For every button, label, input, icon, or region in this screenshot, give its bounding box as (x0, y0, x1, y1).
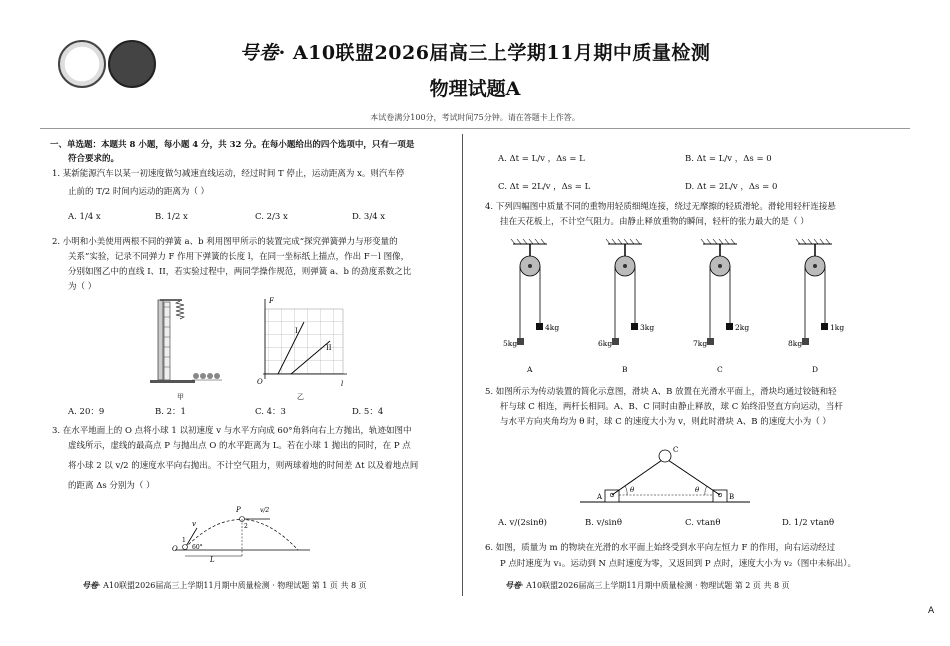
svg-text:D: D (812, 365, 819, 374)
pulley-d (780, 238, 860, 378)
line-ii-label: II (326, 344, 332, 352)
q3-option-a: A. Δt = L/v ，Δs = L (498, 154, 585, 164)
svg-text:B: B (622, 365, 628, 374)
q6-line2: P 点时速度为 v₁。运动到 N 点时速度为零，又返回到 P 点时，速度大小为 v₂（图中未标出）。 (500, 559, 856, 569)
q3-option-c: C. Δt = 2L/v ，Δs = L (498, 182, 591, 192)
ball-2-label: 2 (244, 523, 248, 530)
graph-y-label: F (269, 297, 274, 305)
q3-line4: 的距离 Δs 分别为（ ） (68, 481, 155, 491)
svg-text:A: A (527, 365, 533, 374)
q5-line2: 杆与球 C 相连，两杆长相同。A、B、C 同时由静止释放，球 C 始终沿竖直方向运动，当杆 (500, 402, 843, 412)
svg-text:C: C (717, 365, 723, 374)
q2-line2: 关系”实验，记录不同弹力 F 作用下弹簧的长度 l，在同一坐标纸上描点，作出 F－l 图像， (68, 252, 410, 262)
q2-line3: 分别如图乙中的直线 I、II，若实验过程中，两同学操作规范，则弹簧 a、b 的劲度系数之比 (68, 267, 412, 277)
projectile-figure (170, 500, 330, 562)
pulley-figures (495, 238, 875, 383)
column-divider (462, 134, 463, 596)
brand-logo: 号卷 (239, 42, 279, 64)
point-o-label: O (172, 545, 178, 553)
exam-subtitle: 物理试题A (429, 78, 521, 100)
q3-line1: 3. 在水平地面上的 O 点将小球 1 以初速度 v 与水平方向成 60°角斜向右上方抛出，轨迹如图中 (52, 426, 412, 436)
q1-line2: 止前的 T/2 时间内运动的距离为（ ） (68, 187, 210, 197)
q1-option-c: C. 2/3 x (255, 212, 288, 222)
q2-line4: 为（ ） (68, 282, 97, 292)
q2-option-b: B. 2：1 (155, 407, 186, 417)
q2-option-d: D. 5：4 (352, 407, 384, 417)
page-corner-mark: A (928, 606, 935, 616)
graph-origin: O (257, 378, 263, 386)
q4-line2: 挂在天花板上，不计空气阻力。由静止释放重物的瞬间，轻杆的张力最大的是（ ） (500, 217, 809, 227)
q3-option-b: B. Δt = L/v ，Δs = 0 (685, 154, 772, 164)
pulley-c (685, 238, 765, 378)
pulley-b (590, 238, 670, 378)
exam-note: 本试卷满分100分，考试时间75分钟。请在答题卡上作答。 (370, 113, 580, 122)
ball-1-label: 1 (182, 537, 186, 544)
q5-line3: 与水平方向夹角均为 θ 时，球 C 的速度大小为 v，则此时滑块 A、B 的速度大小为（ ） (500, 417, 831, 427)
q4-line1: 4. 下列四幅图中质量不同的重物用轻质细绳连接，绕过无摩擦的轻质滑轮。滑轮用轻杆连接悬 (485, 202, 836, 212)
spring-apparatus-figure (140, 292, 230, 392)
divider (40, 128, 910, 129)
q2-option-a: A. 20：9 (68, 407, 105, 417)
svg-text:3kg: 3kg (640, 323, 655, 332)
q6-line1: 6. 如图，质量为 m 的物块在光滑的水平面上始终受到水平向左恒力 F 的作用，向右运动经过 (485, 543, 836, 553)
figure-jia-label: 甲 (177, 393, 184, 401)
linkage-figure (575, 440, 755, 510)
svg-text:θ: θ (695, 486, 700, 494)
q1-option-a: A. 1/4 x (68, 212, 101, 222)
q5-line1: 5. 如图所示为传动装置的简化示意图，滑块 A、B 放置在光滑水平面上，滑块均通过铰链和轻 (485, 387, 837, 397)
exam-title: 号卷· A10联盟2026届高三上学期11月期中质量检测 (239, 42, 711, 64)
line-i-label: I (295, 327, 298, 335)
q5-option-a: A. v/(2sinθ) (498, 518, 547, 528)
svg-text:8kg: 8kg (788, 339, 803, 348)
svg-text:A: A (597, 493, 603, 501)
point-p-label: P (236, 506, 241, 514)
distance-l-label: L (210, 556, 215, 562)
force-length-graph (255, 295, 350, 395)
q1-option-d: D. 3/4 x (352, 212, 386, 222)
q3-line2: 虚线所示，虚线的最高点 P 与抛出点 O 的水平距离为 L。若在小球 1 抛出的同时，在 P 点 (68, 441, 411, 451)
svg-text:C: C (673, 446, 679, 454)
graph-x-label: l (341, 380, 344, 388)
velocity-v-label: v (192, 520, 196, 528)
svg-text:5kg: 5kg (503, 339, 518, 348)
q1-option-b: B. 1/2 x (155, 212, 188, 222)
pulley-a (495, 238, 575, 378)
footer-right: 号卷· A10联盟2026届高三上学期11月期中质量检测 · 物理试题 第 2 页 共 8 页 (505, 581, 790, 590)
svg-text:2kg: 2kg (735, 323, 750, 332)
section-heading-cont: 符合要求的。 (68, 154, 120, 164)
q3-option-d: D. Δt = 2L/v ，Δs = 0 (685, 182, 778, 192)
svg-text:7kg: 7kg (693, 339, 708, 348)
q5-option-c: C. vtanθ (685, 518, 721, 528)
svg-text:1kg: 1kg (830, 323, 845, 332)
figure-yi-label: 乙 (297, 393, 304, 401)
q1-line1: 1. 某新能源汽车以某一初速度做匀减速直线运动，经过时间 T 停止，运动距离为 x。则汽车停 (52, 169, 405, 179)
velocity-half-label: v/2 (260, 507, 270, 514)
q2-line1: 2. 小明和小美使用两根不同的弹簧 a、b 利用图甲所示的装置完成“探究弹簧弹力与形变量的 (52, 237, 398, 247)
svg-text:4kg: 4kg (545, 323, 560, 332)
footer-left: 号卷· A10联盟2026届高三上学期11月期中质量检测 · 物理试题 第 1 页 共 8 页 (82, 581, 367, 590)
svg-text:B: B (729, 493, 735, 501)
svg-text:θ: θ (630, 486, 635, 494)
q5-option-b: B. v/sinθ (585, 518, 622, 528)
section-heading: 一、单选题：本题共 8 小题，每小题 4 分，共 32 分。在每小题给出的四个选项中，只有一项是 (50, 140, 415, 150)
q5-option-d: D. 1/2 vtanθ (782, 518, 835, 528)
svg-text:6kg: 6kg (598, 339, 613, 348)
q2-option-c: C. 4：3 (255, 407, 286, 417)
angle-label: 60° (192, 544, 203, 551)
q3-line3: 将小球 2 以 v/2 的速度水平向右抛出。不计空气阻力，则两球着地的时间差 Δt 以及着地点间 (68, 461, 419, 471)
